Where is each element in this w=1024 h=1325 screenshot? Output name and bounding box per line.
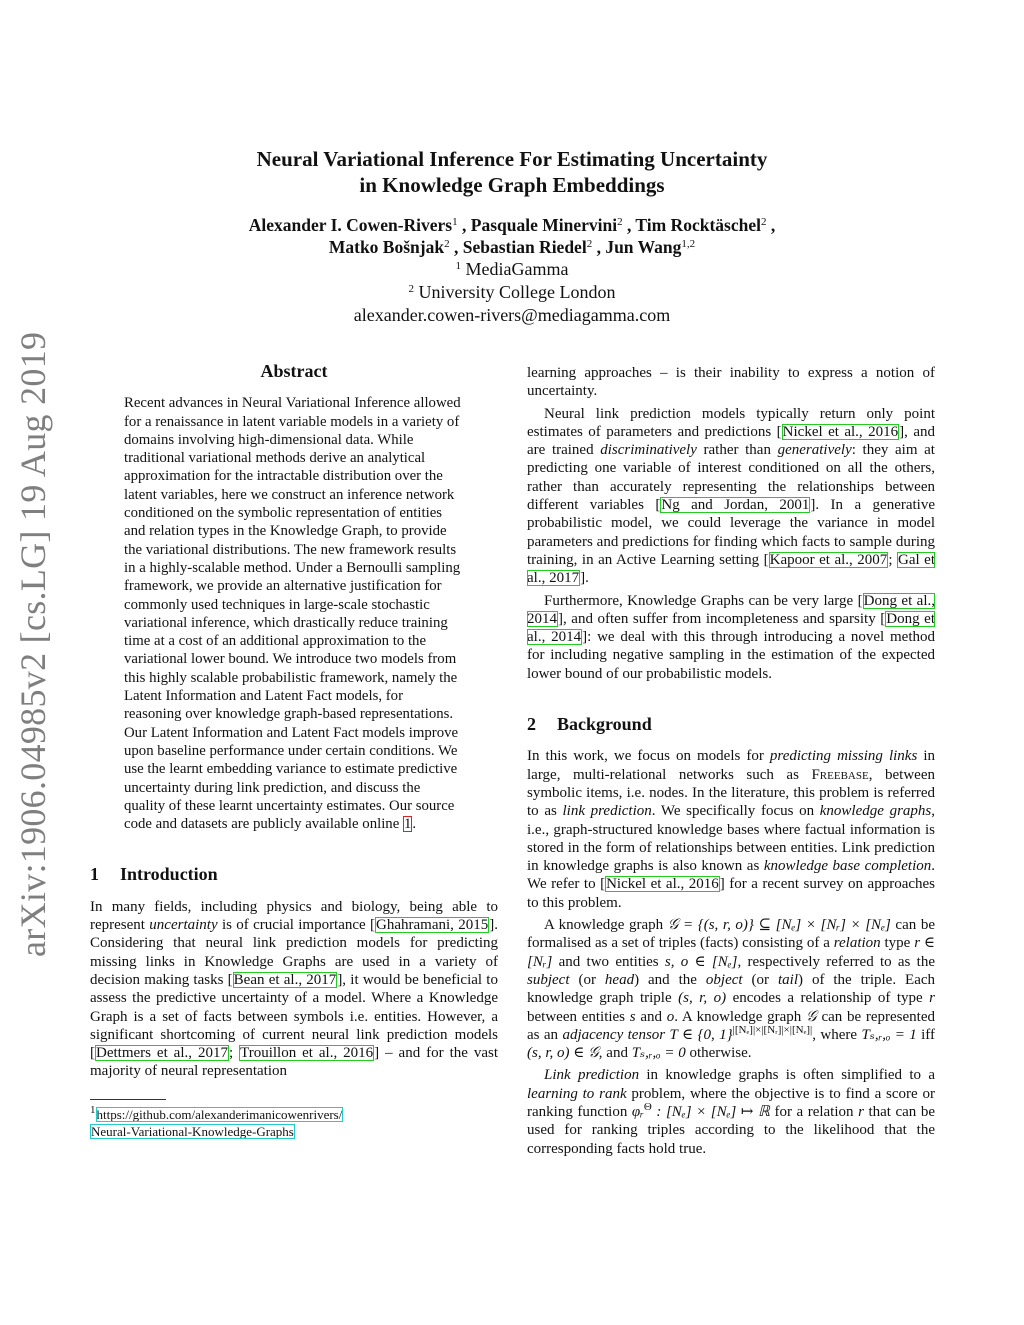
repo-url-link[interactable]: Neural-Variational-Knowledge-Graphs — [91, 1123, 294, 1139]
author-line-2: Matko Bošnjak$^2$ , Sebastian Riedel$^2$ , Jun Wang$^{1,2}$ — [328, 237, 696, 257]
citation-link[interactable]: Nickel et al., 2016 — [606, 876, 719, 893]
math: s — [629, 1008, 636, 1025]
author-affil-mark: 2 — [617, 216, 623, 228]
abstract-heading: Abstract — [260, 361, 328, 381]
math: r — [858, 1103, 864, 1120]
citation-link[interactable]: Dong et al., 2014 — [527, 592, 936, 627]
citation-link[interactable]: Gal et al., 2017 — [527, 551, 935, 587]
arxiv-stamp: arXiv:1906.04985v2 [cs.LG] 19 Aug 2019 — [13, 331, 53, 957]
citation-link[interactable]: Bean et al., 2017 — [233, 971, 337, 988]
section-heading-background: 2 Background — [527, 714, 652, 735]
math: : [Nₑ] × [Nₑ] ↦ ℝ — [651, 1103, 770, 1120]
math: φᵣ — [631, 1103, 644, 1120]
affiliation-2: $^2$ University College London — [408, 282, 616, 302]
affiliation-1: $^1$ MediaGamma — [455, 259, 569, 279]
citation-link[interactable]: Dong et al., 2014 — [527, 610, 935, 646]
math: s, o ∈ [Nₑ] — [664, 953, 738, 970]
author-affil-mark: 2 — [760, 216, 767, 228]
repo-url-link[interactable]: https://github.com/alexanderimanicowenrivers/ — [96, 1106, 343, 1122]
author-name: Alexander I. Cowen-Rivers — [248, 215, 453, 235]
paragraph: learning approaches – is their inability to express a notion of uncertainty. — [527, 365, 935, 400]
math: Tₛ,ᵣ,ₒ = 0 — [631, 1045, 686, 1062]
author-email[interactable]: alexander.cowen-rivers@mediagamma.com — [353, 305, 671, 325]
section-heading-introduction: 1 Introduction — [90, 864, 218, 885]
math: (s, r, o) ∈ 𝒢 — [527, 1045, 599, 1062]
author-affil-mark: 2 — [586, 238, 593, 250]
author-name: Matko Bošnjak — [328, 237, 445, 257]
math: 𝒢 = {(s, r, o)} ⊆ [Nₑ] × [Nᵣ] × [Nₑ] — [667, 917, 891, 934]
math: Tₛ,ᵣ,ₒ = 1 — [861, 1026, 917, 1043]
paper-header — [90, 146, 934, 327]
left-column — [90, 360, 498, 1140]
title-line-2: in Knowledge Graph Embeddings — [359, 173, 665, 197]
paragraph: Furthermore, Knowledge Graphs can be very large [Dong et al., 2014], and often suffer from incompleteness and sparsity [Dong et al., 2014]: we deal with this through introducing a novel method for including negative sampling in the estimation of the expected lower bound of our probabilistic models. — [527, 592, 936, 682]
intro-paragraph: In many fields, including physics and biology, being able to represent uncertainty is of crucial importance [Ghahramani, 2015]. Considering that neural link prediction models for predicting missing links in Knowledge Graphs are used in a variety of decision making tasks [Bean et al., 2017], it would be beneficial to assess the predictive uncertainty of a model. Where a Knowledge Graph is a set of facts between symbols i.e. entities. However, a significant shortcoming of current neural link prediction models [Dettmers et al., 2017; Trouillon et al., 2016] – and for the vast majority of neural representation — [90, 898, 498, 1080]
math: o — [666, 1008, 675, 1025]
author-line-1: Alexander I. Cowen-Rivers$^1$ , Pasquale Minervini$^2$ , Tim Rocktäschel$^2$ , — [248, 215, 776, 235]
paragraph: In this work, we focus on models for predicting missing links in large, multi-relational networks such as Freebase, between symbolic items, i.e. nodes. In the literature, this problem is referred to as link prediction. We specifically focus on knowledge graphs, i.e., graph-structured knowledge bases where factual information is stored in the form of relationships between entities. Link prediction in knowledge graphs is also known as knowledge base completion. We refer to [Nickel et al., 2016] for a recent survey on approaches to this problem. — [527, 748, 936, 911]
author-name: Jun Wang — [605, 237, 682, 257]
paragraph: Link prediction in knowledge graphs is often simplified to a learning to rank problem, where the objective is to find a score or ranking function φᵣ$^\Theta$ : [Nₑ] × [Nₑ] ↦ ℝ for a relation r that can be used for ranking triples according to the likelihood that the corresponding facts hold true. — [527, 1067, 936, 1157]
citation-link[interactable]: Nickel et al., 2016 — [782, 423, 899, 440]
author-affil-mark: 1 — [452, 216, 458, 228]
citation-link[interactable]: Trouillon et al., 2016 — [240, 1045, 374, 1062]
paragraph: Neural link prediction models typically return only point estimates of parameters and predictions [Nickel et al., 2016], and are trained discriminatively rather than generatively: they aim at predicting one variable of interest conditioned on all the others, rather than accurately representing the relationships between different variables [Ng and Jordan, 2001]. In a generative probabilistic model, we could leverage the variance in model parameters and predictions for finding which facts to sample during training, in an Active Learning setting [Kapoor et al., 2007; Gal et al., 2017]. — [527, 405, 936, 587]
right-column — [527, 364, 935, 1158]
page-margin — [0, 1200, 1024, 1325]
title-line-1: Neural Variational Inference For Estimating Uncertainty — [256, 147, 768, 171]
math: (s, r, o) — [678, 990, 727, 1007]
footnote-1: $^1$https://github.com/alexanderimanicowenrivers/ Neural-Variational-Knowledge-Graphs — [90, 1103, 343, 1139]
author-name: Sebastian Riedel — [462, 237, 587, 257]
citation-link[interactable]: Ghahramani, 2015 — [376, 917, 489, 934]
math: 𝒢 — [806, 1008, 817, 1025]
author-affil-mark: 2 — [444, 238, 450, 250]
citation-link[interactable]: Ng and Jordan, 2001 — [661, 497, 810, 514]
abstract-body: Recent advances in Neural Variational Inference allowed for a renaissance in latent variable models in a variety of domains involving high-dimensional data. While traditional variational methods derive an analytical approximation for the intractable distribution over the latent variables, here we construct an inference network conditioned on the symbolic representation of entities and relation types in the Knowledge Graph, to provide the variational distributions. The new framework results in a highly-scalable method. Under a Bernoulli sampling framework, we provide an alternative justification for commonly used techniques in large-scale stochastic variational inference, which drastically reduce training time at a cost of an additional approximation to the variational lower bound. We introduce two models from this highly scalable probabilistic framework, namely the Latent Information and Latent Fact models, for reasoning over knowledge graph-based representations. Our Latent Information and Latent Fact models improve upon baseline performance under certain conditions. We use the learnt embedding variance to estimate predictive uncertainty during link prediction, and discuss the quality of these learnt uncertainty estimates. Our source code and datasets are publicly available online 1. — [124, 395, 461, 833]
author-name: Tim Rocktäschel — [635, 215, 761, 235]
author-name: Pasquale Minervini — [470, 215, 618, 235]
footnote-divider — [90, 1099, 166, 1100]
math: T ∈ {0, 1} — [669, 1026, 733, 1043]
paragraph: A knowledge graph 𝒢 = {(s, r, o)} ⊆ [Nₑ] × [Nᵣ] × [Nₑ] can be formalised as a set of triples (facts) consisting of a relation type r ∈ [Nᵣ] and two entities s, o ∈ [Nₑ], respectively referred to as the subject (or head) and the object (or tail) of the triple. Each knowledge graph triple (s, r, o) encodes a relationship of type r between entities s and o. A knowledge graph 𝒢 can be represented as an adjacency tensor T ∈ {0, 1}$^{|[N_e]|\times|[Nᵣ]|\times|[N_e]|}$, where Tₛ,ᵣ,ₒ = 1 iff (s, r, o) ∈ 𝒢, and Tₛ,ᵣ,ₒ = 0 otherwise. — [527, 917, 936, 1062]
math: r ∈ [Nᵣ] — [527, 935, 935, 970]
author-list — [90, 214, 934, 258]
citation-link[interactable]: Dettmers et al., 2017 — [96, 1045, 228, 1062]
footnote-ref-1[interactable]: 1 — [403, 816, 412, 833]
author-affil-mark: 1,2 — [681, 238, 696, 250]
paper-title — [90, 146, 934, 198]
citation-link[interactable]: Kapoor et al., 2007 — [769, 551, 888, 568]
math: r — [929, 990, 936, 1007]
